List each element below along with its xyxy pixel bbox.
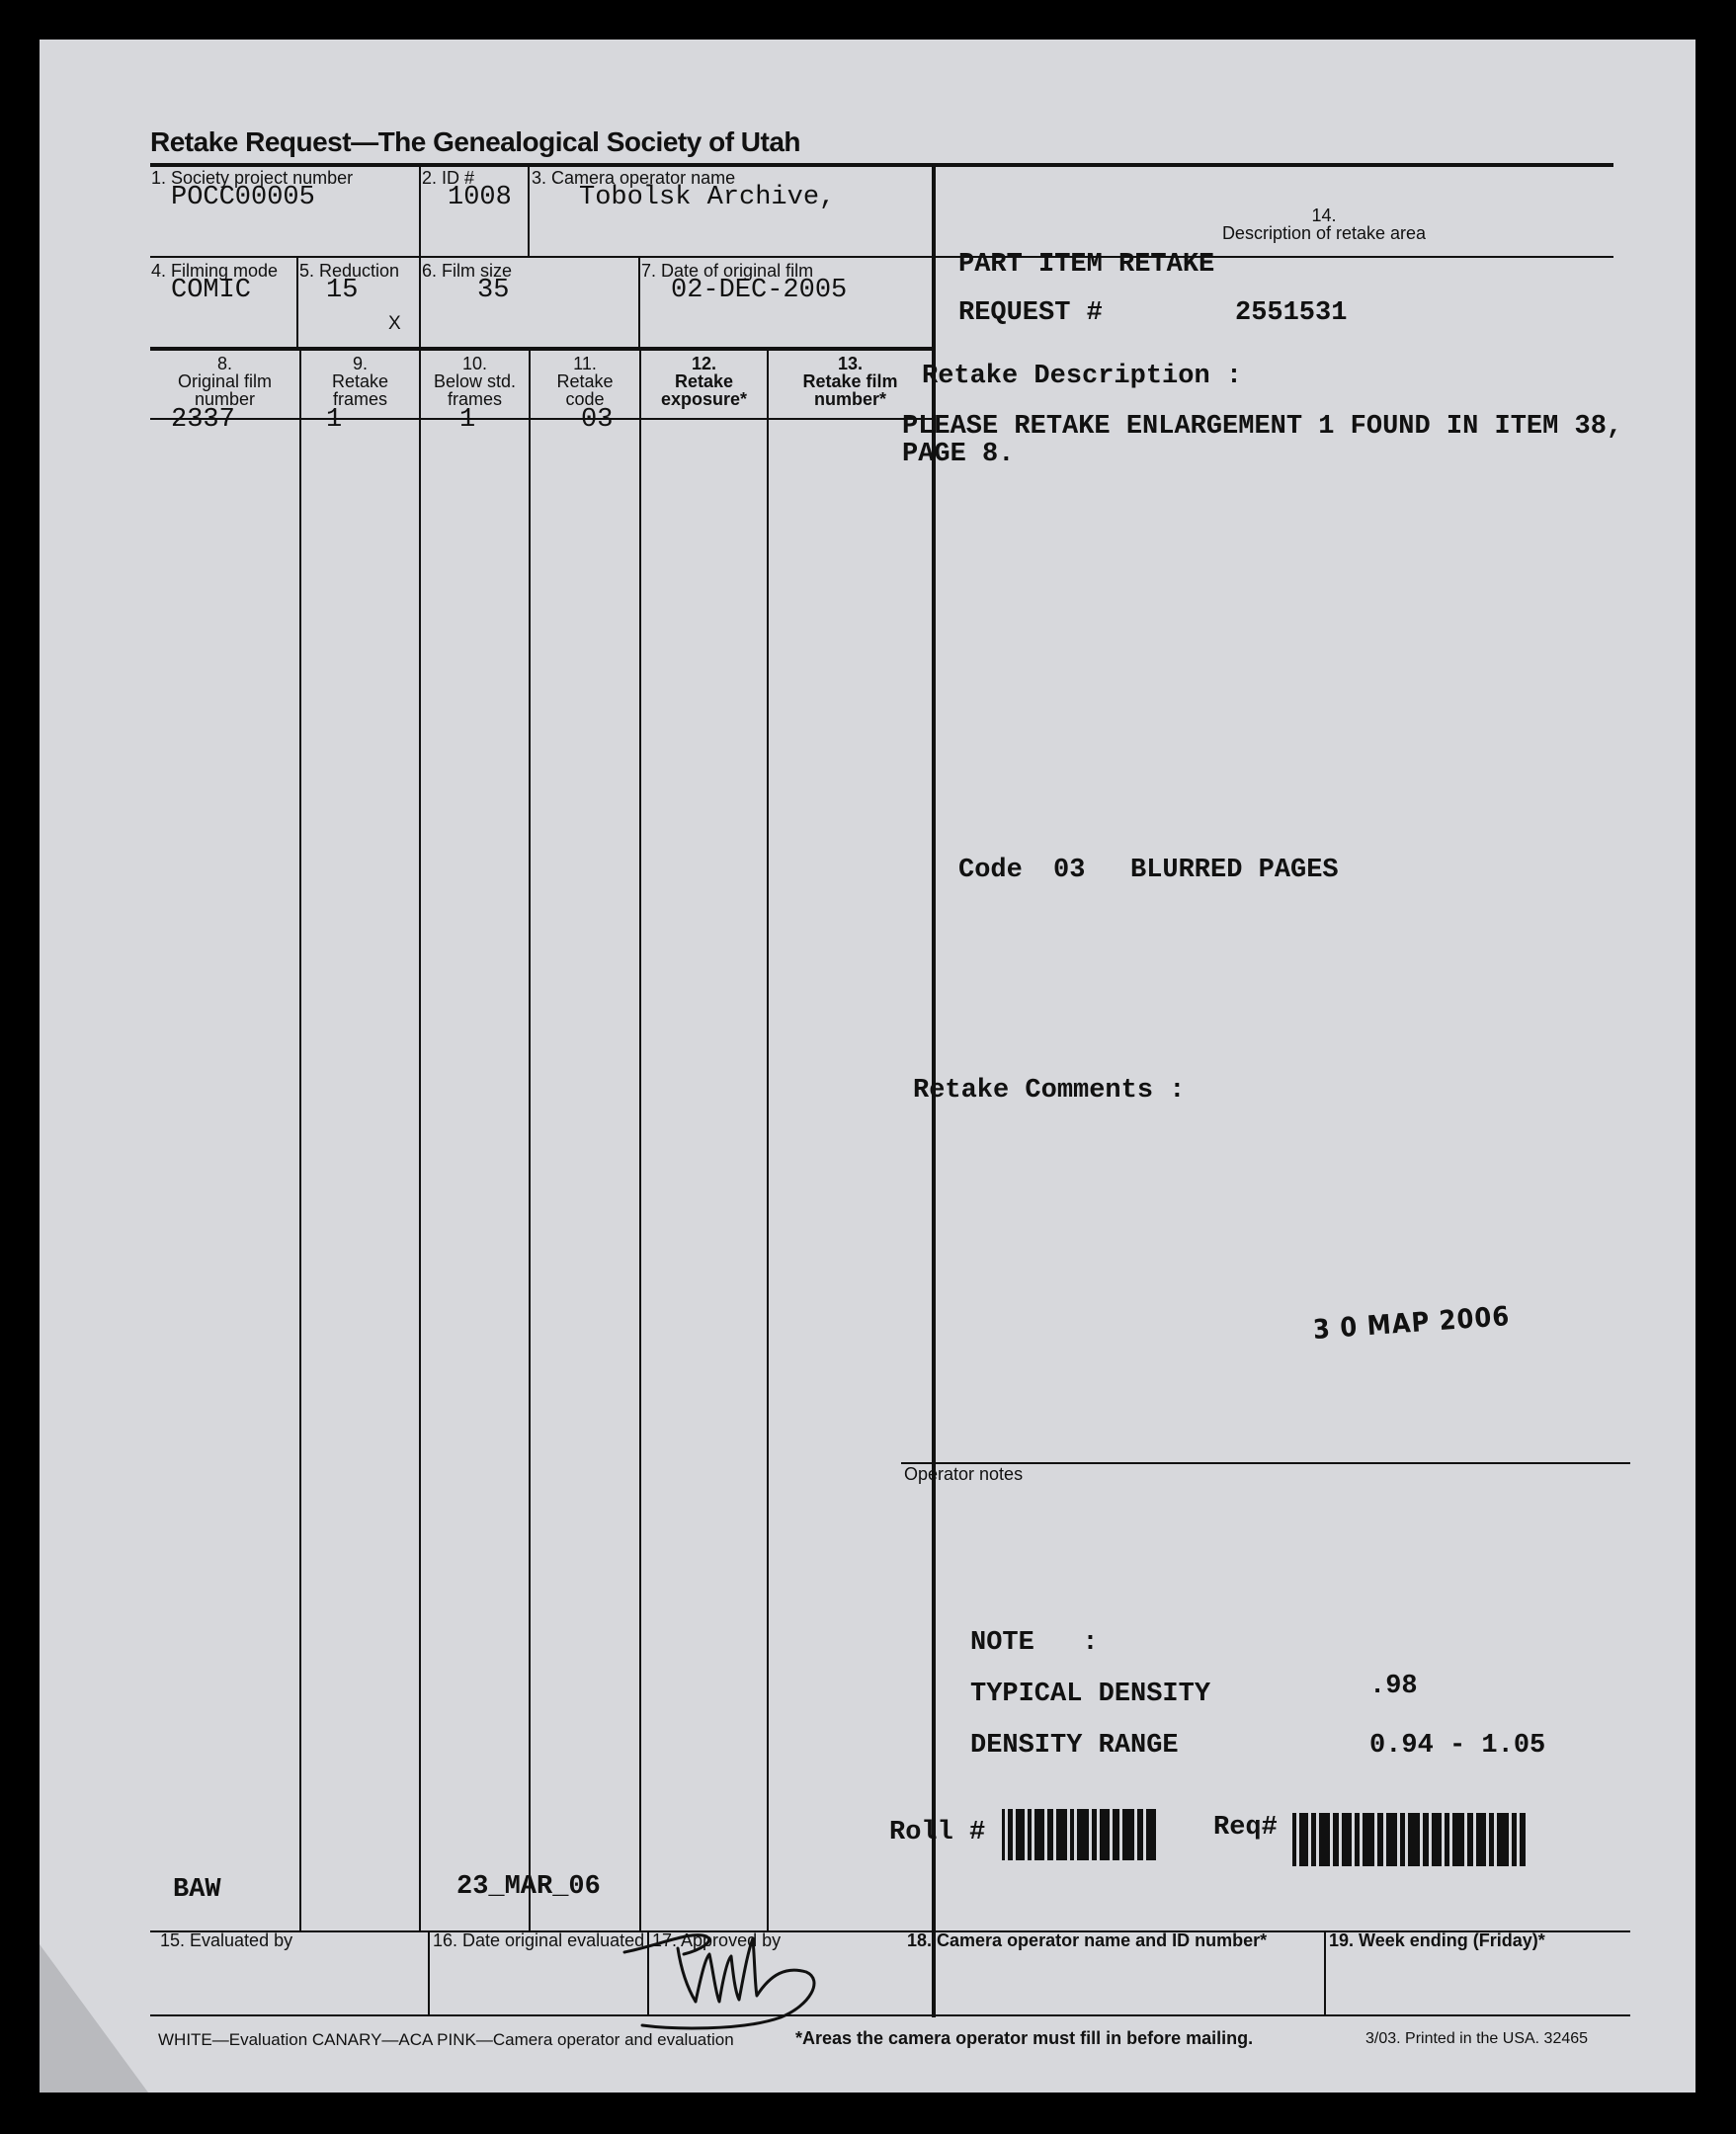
column-line [299, 351, 301, 1931]
description-of-retake-area-label: 14. Description of retake area [1221, 205, 1427, 243]
society-project-number-value: POCC00005 [171, 183, 315, 212]
footer-bottom-rule [150, 2014, 1630, 2016]
evaluated-by-label: 15. Evaluated by [160, 1930, 293, 1950]
camera-operator-name-id-label: 18. Camera operator name and ID number* [907, 1930, 1268, 1950]
date-evaluated-value: 23_MAR_06 [456, 1872, 601, 1902]
form-title: Retake Request—The Genealogical Society of Utah [150, 126, 801, 157]
row-below-std-frames: 1 [459, 405, 476, 435]
row2-rule [150, 347, 932, 351]
retake-request-form [40, 40, 1695, 2093]
print-info: 3/03. Printed in the USA. 32465 [1365, 2030, 1589, 2047]
column-line [767, 351, 769, 1931]
col-retake-exposure: 12. Retake exposure* [660, 354, 748, 409]
v-line [638, 256, 640, 349]
approved-by-label: 17. Approved by [652, 1930, 782, 1950]
col-retake-code: 11. Retake code [556, 354, 614, 409]
row1-rule [150, 256, 932, 258]
reduction-label: 5. Reduction [299, 261, 400, 281]
operator-fill-note: *Areas the camera operator must fill in before mailing. [795, 2028, 1254, 2048]
camera-operator-name-value: Tobolsk Archive, [579, 183, 836, 212]
req-label: Req# [1213, 1813, 1278, 1843]
retake-description-line-2: PAGE 8. [902, 440, 1015, 469]
req-barcode [1292, 1813, 1526, 1866]
col-original-film-number: 8. Original film number [177, 354, 273, 409]
retake-description-line-1: PLEASE RETAKE ENLARGEMENT 1 FOUND IN ITEM 38, [902, 412, 1623, 442]
col-retake-film-number: 13. Retake film number* [802, 354, 898, 409]
operator-notes-label: Operator notes [904, 1464, 1024, 1484]
filming-mode-value: COMIC [171, 276, 252, 305]
col-below-std-frames: 10. Below std. frames [433, 354, 517, 409]
copy-distribution: WHITE—Evaluation CANARY—ACA PINK—Camera operator and evaluation [158, 2030, 734, 2049]
v-line [419, 256, 421, 349]
v-line [528, 163, 530, 256]
row-retake-frames: 1 [326, 405, 343, 435]
received-date-stamp: 3 0 MAP 2006 [1312, 1301, 1512, 1346]
density-range-label: DENSITY RANGE [970, 1731, 1179, 1761]
reduction-x: X [388, 313, 401, 334]
film-size-label: 6. Film size [422, 261, 513, 281]
date-original-evaluated-label: 16. Date original evaluated [433, 1930, 645, 1950]
page-corner-shadow [40, 1944, 148, 2093]
approval-signature [613, 1915, 840, 2033]
filming-mode-label: 4. Filming mode [151, 261, 279, 281]
retake-comments-label: Retake Comments : [913, 1076, 1186, 1106]
week-ending-label: 19. Week ending (Friday)* [1329, 1930, 1545, 1950]
society-project-number-label: 1. Society project number [151, 168, 354, 188]
header-rule [150, 163, 1613, 167]
note-label: NOTE : [970, 1628, 1099, 1658]
camera-operator-name-label: 3. Camera operator name [532, 168, 736, 188]
typical-density-label: TYPICAL DENSITY [970, 1680, 1211, 1709]
column-line [419, 351, 421, 1931]
request-number: 2551531 [1235, 298, 1348, 328]
roll-label: Roll # [889, 1818, 986, 1847]
typical-density-value: .98 [1369, 1672, 1418, 1701]
v-line [419, 163, 421, 256]
row-original-film-number: 2337 [171, 405, 235, 435]
col-retake-frames: 9. Retake frames [331, 354, 389, 409]
table-header-rule [150, 418, 932, 420]
request-label: REQUEST # [958, 298, 1103, 328]
code-value: 03 [1053, 856, 1086, 885]
code-label: Code [958, 856, 1023, 885]
date-of-original-film-value: 02-DEC-2005 [671, 276, 848, 305]
roll-barcode [1002, 1809, 1156, 1860]
column-line [529, 351, 531, 1931]
reduction-value: 15 [326, 276, 359, 305]
density-range-value: 0.94 - 1.05 [1369, 1731, 1546, 1761]
code-description: BLURRED PAGES [1130, 856, 1339, 885]
film-size-value: 35 [477, 276, 510, 305]
part-item-retake: PART ITEM RETAKE [958, 250, 1215, 280]
row-retake-code: 03 [581, 405, 614, 435]
id-label: 2. ID # [422, 168, 475, 188]
v-line [296, 256, 298, 349]
column-line [639, 351, 641, 1931]
id-value: 1008 [448, 183, 512, 212]
retake-description-label: Retake Description : [922, 362, 1243, 391]
footer-line [428, 1930, 430, 2016]
date-of-original-film-label: 7. Date of original film [641, 261, 814, 281]
evaluated-by-value: BAW [173, 1875, 221, 1905]
footer-line [1324, 1930, 1326, 2016]
